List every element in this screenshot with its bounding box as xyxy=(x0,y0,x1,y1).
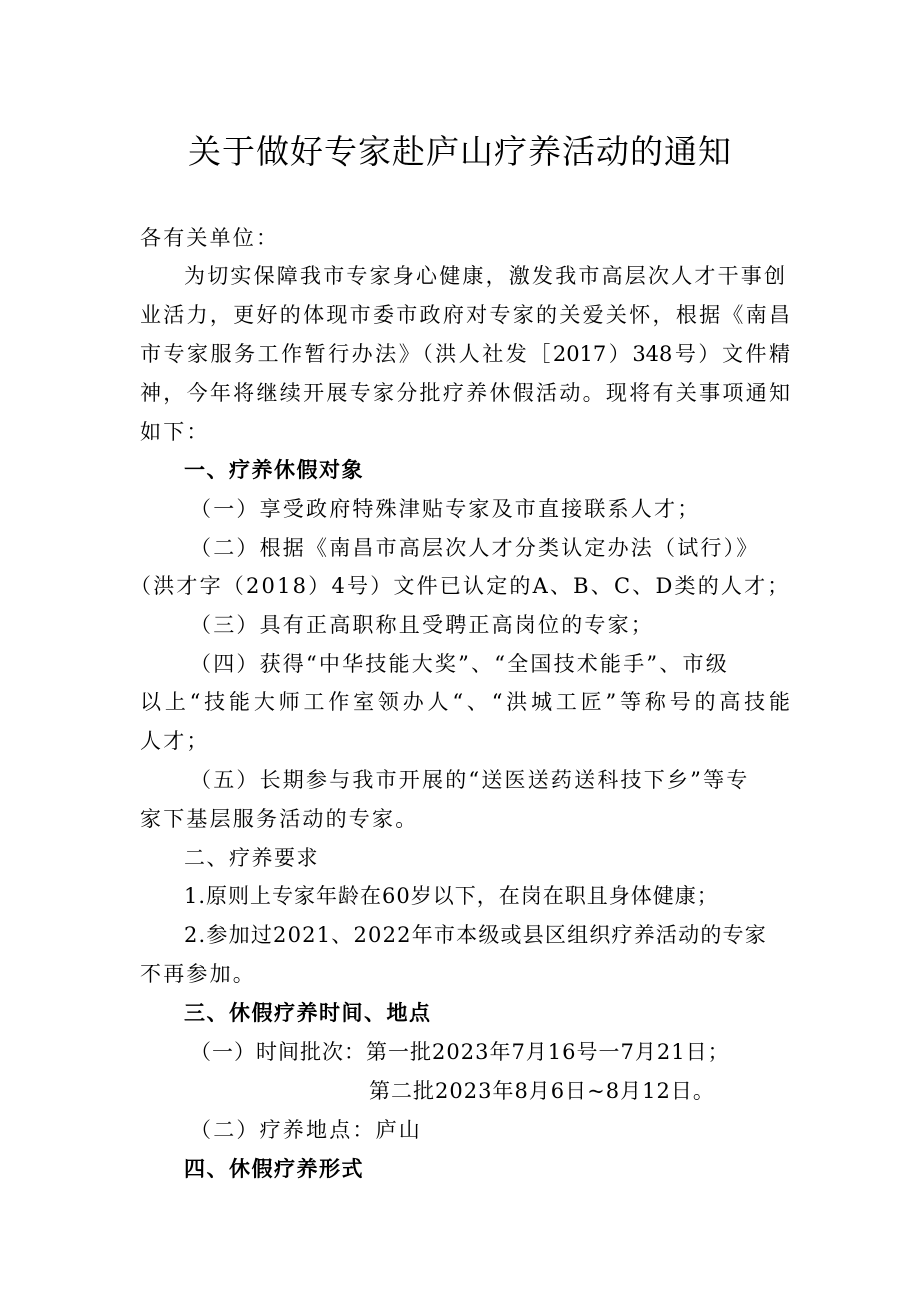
section1-item5-line-2: 家下基层服务活动的专家。 xyxy=(140,807,419,831)
section3-place: （二）疗养地点：庐山 xyxy=(190,1118,422,1142)
intro-line-4: 神，今年将继续开展专家分批疗养休假活动。现将有关事项通知 xyxy=(140,381,790,405)
section1-item4-line-1: （四）获得“中华技能大奖”、“全国技术能手”、市级 xyxy=(190,652,729,676)
section1-item1: （一）享受政府特殊津贴专家及市直接联系人才； xyxy=(190,497,701,521)
section1-item5-line-1: （五）长期参与我市开展的“送医送药送科技下乡”等专 xyxy=(190,768,750,792)
section1-item4-line-2: 以上“技能大师工作室领办人“、“洪城工匠”等称号的高技能 xyxy=(140,690,790,714)
intro-line-2: 业活力，更好的体现市委市政府对专家的关爱关怀，根据《南昌 xyxy=(140,303,790,327)
section2-heading: 二、疗养要求 xyxy=(184,846,319,870)
salutation: 各有关单位： xyxy=(140,226,280,250)
section3-heading: 三、休假疗养时间、地点 xyxy=(184,1001,432,1025)
document-title: 关于做好专家赴庐山疗养活动的通知 xyxy=(188,132,732,171)
section1-item2-line-1: （二）根据《南昌市高层次人才分类认定办法（试行）》 xyxy=(190,536,760,560)
section1-item2-line-2: （洪才字（2018）4号）文件已认定的A、B、C、D类的人才； xyxy=(130,574,791,598)
section3-time-batch2: 第二批2023年8月6日~8月12日。 xyxy=(369,1079,715,1103)
intro-line-3: 市专家服务工作暂行办法》（洪人社发［2017）348号）文件精 xyxy=(140,342,790,366)
section1-item3: （三）具有正高职称且受聘正高岗位的专家； xyxy=(190,613,654,637)
section2-req2-line-1: 2.参加过2021、2022年市本级或县区组织疗养活动的专家 xyxy=(184,923,767,947)
section2-req2-line-2: 不再参加。 xyxy=(140,962,256,986)
intro-line-1: 为切实保障我市专家身心健康，激发我市高层次人才干事创 xyxy=(184,264,788,288)
section3-time-batch1: （一）时间批次：第一批2023年7月16号一7月21日； xyxy=(190,1040,730,1064)
section4-heading: 四、休假疗养形式 xyxy=(184,1157,364,1181)
section1-heading: 一、疗养休假对象 xyxy=(184,458,364,482)
intro-line-5: 如下： xyxy=(140,420,210,444)
section2-req1: 1.原则上专家年龄在60岁以下，在岗在职且身体健康； xyxy=(184,884,719,908)
section1-item4-line-3: 人才； xyxy=(140,729,210,753)
